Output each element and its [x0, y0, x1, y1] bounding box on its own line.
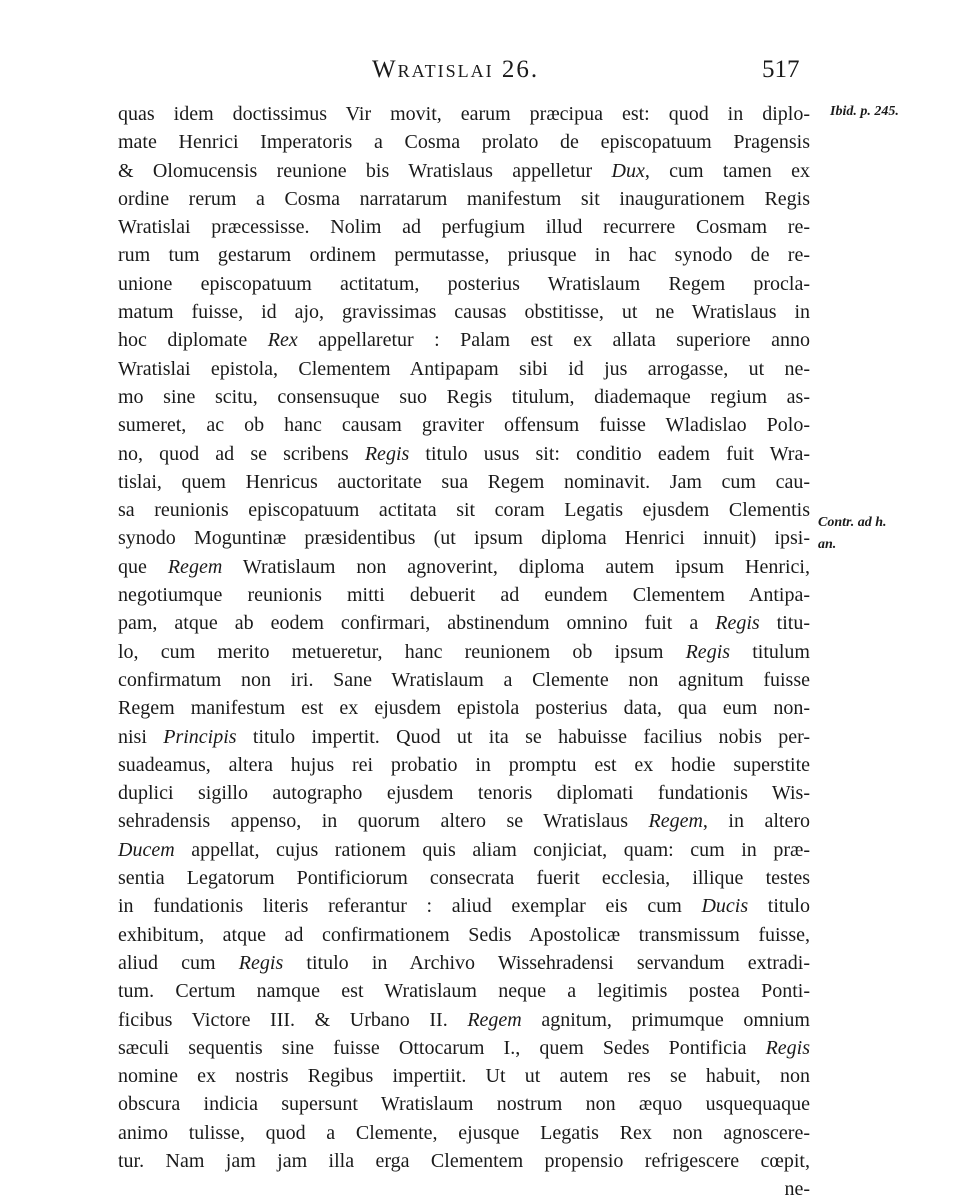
text-line — [118, 1062, 810, 1090]
text-segment: no, quod ad se scribens — [118, 442, 365, 465]
text-segment: sa reunionis episcopatuum actitata sit coram Legatis ejusdem Clementis — [118, 499, 810, 522]
text-line — [118, 270, 810, 298]
italic-term: Rex — [267, 329, 298, 352]
text-segment: quas idem doctissimus Vir movit, earum præcipua est: quod in diplo- — [118, 103, 810, 125]
margin-note-contr-continued: an. — [818, 537, 837, 552]
margin-note-contr: Contr. ad h. — [818, 515, 887, 530]
text-segment: nomine ex nostris Regibus impertiit. Ut ut autem res se habuit, non — [118, 1065, 810, 1088]
text-line — [118, 977, 810, 1005]
text-line — [118, 581, 810, 609]
text-segment: Wratislai epistola, Clementem Antipapam sibi id jus arrogasse, ut ne- — [118, 357, 810, 380]
text-line — [118, 807, 810, 835]
text-segment: sæculi sequentis sine fuisse Ottocarum I., quem Sedes Pontificia — [118, 1036, 766, 1059]
italic-term: Regem — [167, 555, 223, 578]
text-line — [118, 553, 810, 581]
text-line — [118, 213, 810, 241]
text-segment: que — [118, 555, 168, 578]
text-segment: exhibitum, atque ad confirmationem Sedis Apostolicæ transmissum fuisse, — [118, 923, 810, 946]
text-segment: in fundationis literis referantur : aliud exemplar eis cum — [118, 895, 702, 918]
text-line — [118, 949, 810, 977]
text-segment: titulum — [730, 640, 810, 663]
text-line — [118, 666, 810, 694]
text-segment: synodo Moguntinæ præsidentibus (ut ipsum diploma Henrici innuit) ipsi- — [118, 527, 810, 550]
text-segment: appellaretur : Palam est ex allata superiore anno — [297, 329, 811, 352]
text-line — [118, 157, 810, 185]
text-segment: & Olomucensis reunione bis Wratislaus appelletur — [118, 159, 612, 182]
text-segment: appellat, cujus rationem quis aliam conjiciat, quam: cum in præ- — [174, 838, 810, 861]
text-line — [118, 638, 810, 666]
text-line — [118, 751, 810, 779]
text-line — [118, 1119, 810, 1147]
text-line — [118, 1006, 810, 1034]
text-segment: matum fuisse, id ajo, gravissimas causas obstitisse, ut ne Wratislaus in — [118, 301, 810, 324]
italic-term: Principis — [163, 725, 237, 748]
text-segment: negotiumque reunionis mitti debuerit ad eundem Clementem Antipa- — [118, 584, 810, 607]
text-line — [118, 440, 810, 468]
text-line — [118, 524, 810, 552]
text-line — [118, 1147, 810, 1175]
italic-term: Regis — [238, 951, 284, 974]
text-line — [118, 892, 810, 920]
italic-term: Dux — [611, 159, 645, 182]
text-segment: Wratislaum non agnoverint, diploma autem ipsum Henrici, — [222, 555, 810, 578]
italic-term: Regis — [765, 1036, 810, 1059]
text-line — [118, 326, 810, 354]
text-segment: mo sine scitu, consensuque suo Regis titulum, diademaque regium as- — [118, 385, 810, 408]
text-segment: animo tulisse, quod a Clemente, ejusque Legatis Rex non agnoscere- — [118, 1121, 810, 1144]
text-line — [118, 921, 810, 949]
text-segment: titulo usus sit: conditio eadem fuit Wra- — [409, 442, 811, 465]
text-segment: unione episcopatuum actitatum, posterius Wratislaum Regem procla- — [118, 272, 810, 295]
text-line — [118, 100, 810, 128]
running-head — [0, 50, 960, 90]
text-line — [118, 185, 810, 213]
text-segment: Wratislai præcessisse. Nolim ad perfugium illud recurrere Cosmam re- — [118, 216, 810, 239]
text-line — [118, 779, 810, 807]
text-segment: ne- — [784, 1178, 810, 1201]
text-line — [118, 836, 810, 864]
text-line — [118, 694, 810, 722]
text-segment: confirmatum non iri. Sane Wratislaum a Clemente non agnitum fuisse — [118, 668, 810, 691]
text-segment: titulo — [748, 895, 810, 918]
text-line — [118, 241, 810, 269]
text-segment: ordine rerum a Cosma narratarum manifestum sit inaugurationem Regis — [118, 187, 810, 210]
text-segment: duplici sigillo autographo ejusdem tenoris diplomati fundationis Wis- — [118, 782, 810, 805]
text-segment: nisi — [118, 725, 164, 748]
text-line — [118, 1090, 810, 1118]
italic-term: Ducem — [118, 838, 175, 861]
italic-term: Regis — [364, 442, 410, 465]
text-line — [118, 723, 810, 751]
text-segment: titulo impertit. Quod ut ita se habuisse facilius nobis per- — [236, 725, 810, 748]
text-segment: , in altero — [702, 810, 810, 833]
margin-note-ibid: Ibid. p. 245. — [830, 104, 899, 119]
text-segment: rum tum gestarum ordinem permutasse, priusque in hac synodo de re- — [118, 244, 810, 267]
text-segment: pam, atque ab eodem confirmari, abstinendum omnino fuit a — [118, 612, 716, 635]
italic-term: Ducis — [701, 895, 749, 918]
text-segment: lo, cum merito metueretur, hanc reunionem ob ipsum — [118, 640, 686, 663]
text-segment: aliud cum — [118, 951, 239, 974]
text-segment: titu- — [759, 612, 810, 635]
text-segment: , cum tamen ex — [644, 159, 810, 182]
text-segment: Regem manifestum est ex ejusdem epistola posterius data, qua eum non- — [118, 697, 810, 720]
text-segment: hoc diplomate — [118, 329, 268, 352]
italic-term: Regem — [648, 810, 703, 833]
text-segment: agnitum, primumque omnium — [521, 1008, 810, 1031]
body-text — [118, 100, 810, 1204]
text-segment: mate Henrici Imperatoris a Cosma prolato de episcopatuum Pragensis — [118, 131, 810, 154]
text-line — [118, 468, 810, 496]
page-number: 517 — [762, 56, 800, 83]
running-title: Wratislai 26. — [372, 56, 540, 83]
text-line — [118, 1175, 810, 1203]
text-line — [118, 298, 810, 326]
text-segment: ficibus Victore III. & Urbano II. — [118, 1008, 468, 1031]
text-segment: obscura indicia supersunt Wratislaum nostrum non æquo usquequaque — [118, 1093, 810, 1116]
text-line — [118, 411, 810, 439]
text-segment: tislai, quem Henricus auctoritate sua Regem nominavit. Jam cum cau- — [118, 470, 810, 493]
text-line — [118, 609, 810, 637]
text-segment: sumeret, ac ob hanc causam graviter offensum fuisse Wladislao Polo- — [118, 414, 810, 437]
text-line — [118, 496, 810, 524]
italic-term: Regem — [467, 1008, 522, 1031]
text-line — [118, 864, 810, 892]
text-line — [118, 383, 810, 411]
italic-term: Regis — [685, 640, 731, 663]
text-segment: sehradensis appenso, in quorum altero se Wratislaus — [118, 810, 649, 833]
text-line — [118, 128, 810, 156]
text-line — [118, 355, 810, 383]
text-line — [118, 1034, 810, 1062]
text-segment: tur. Nam jam jam illa erga Clementem propensio refrigescere cœpit, — [118, 1149, 810, 1172]
text-segment: suadeamus, altera hujus rei probatio in promptu est ex hodie superstite — [118, 753, 810, 776]
italic-term: Regis — [715, 612, 760, 635]
text-segment: titulo in Archivo Wissehradensi servandum extradi- — [283, 951, 810, 974]
text-segment: tum. Certum namque est Wratislaum neque a legitimis postea Ponti- — [118, 980, 810, 1003]
text-segment: sentia Legatorum Pontificiorum consecrata fuerit ecclesia, illique testes — [118, 867, 810, 890]
